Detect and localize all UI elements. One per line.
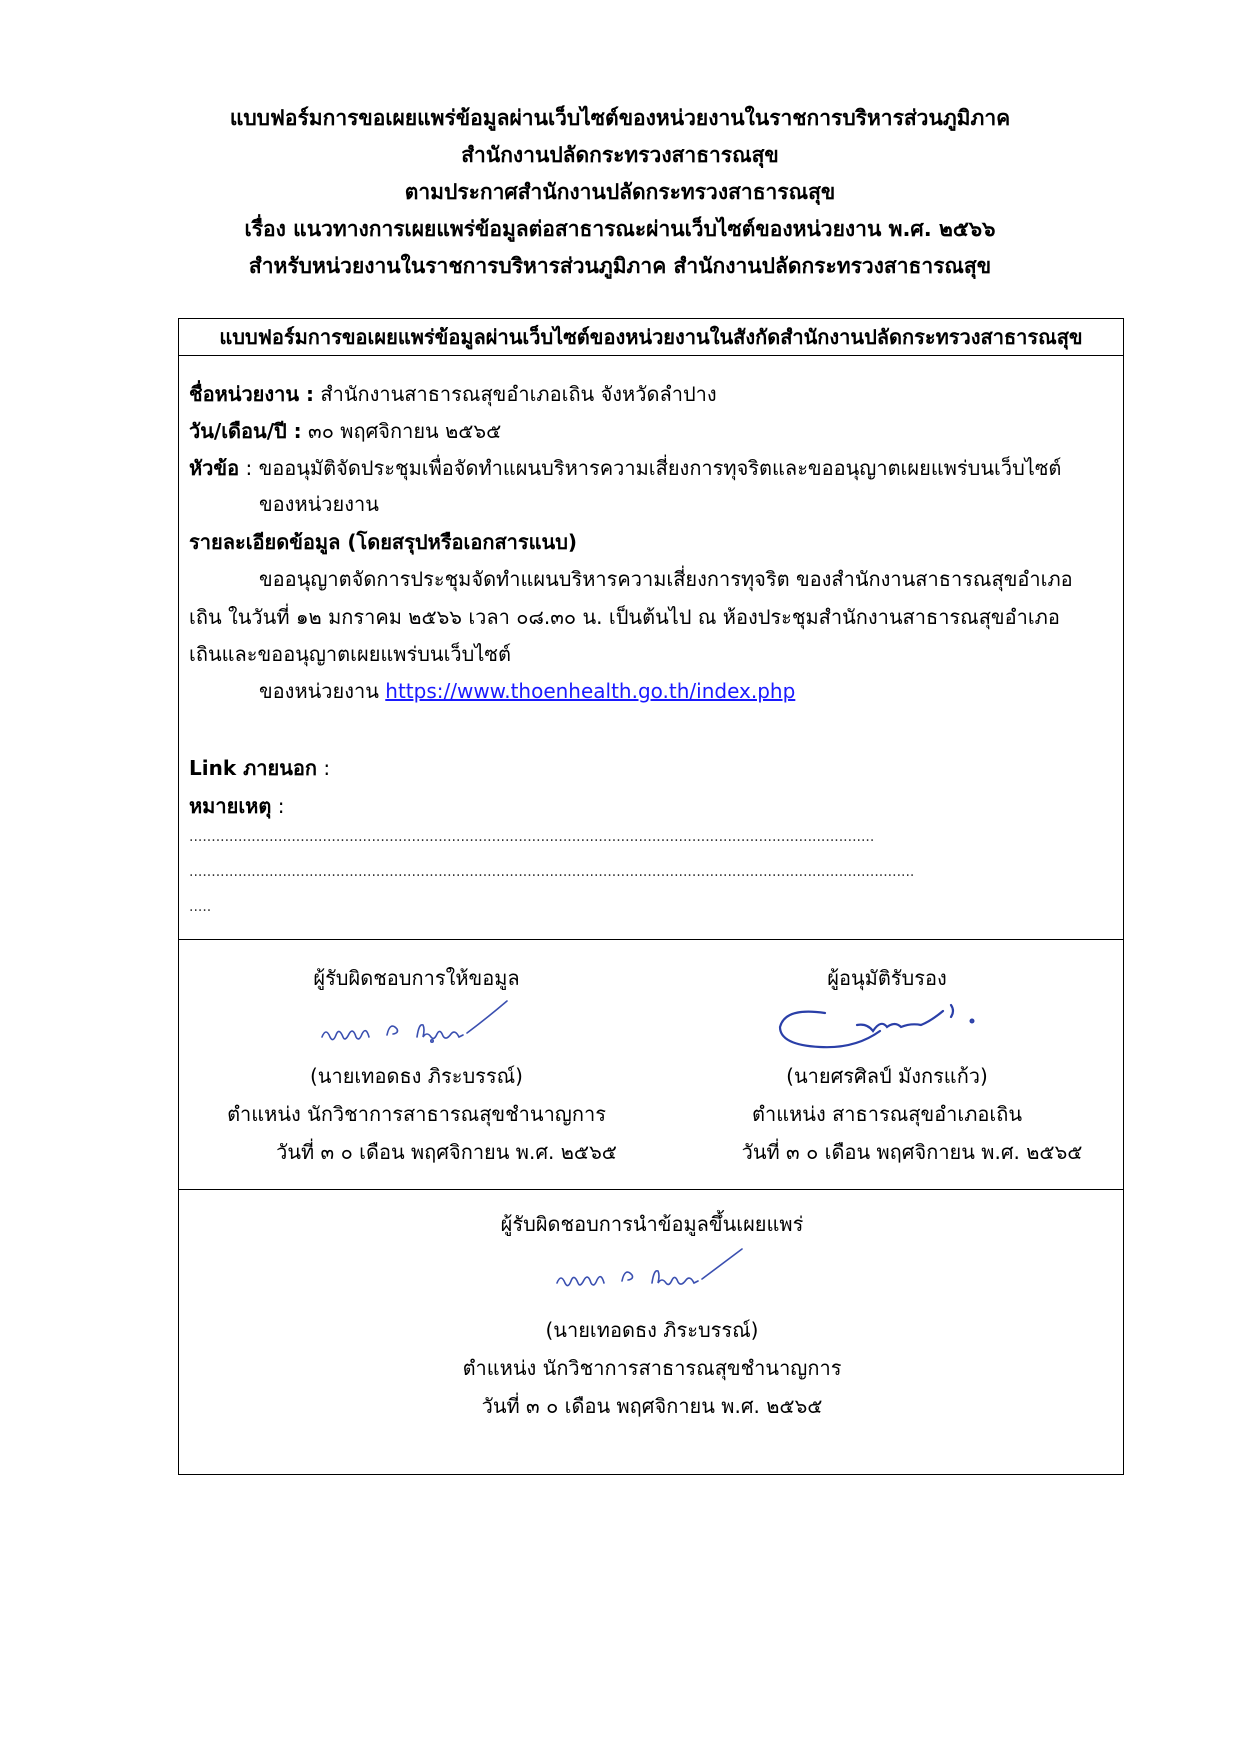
publisher-signature-block [179, 1205, 1125, 1425]
publisher-role: ผู้รับผิดชอบการนำข้อมูลขึ้นเผยแพร่ [500, 1212, 804, 1236]
publisher-name: (นายเทอดธง ภิระบรรณ์) [545, 1318, 759, 1342]
date-row [189, 416, 501, 446]
approver-role: ผู้อนุมัติรับรอง [827, 966, 947, 990]
remark-sep: : [277, 794, 285, 818]
details-line-4 [259, 676, 795, 706]
form-box [178, 318, 1124, 1475]
heading-line-2: สำนักงานปลัดกระทรวงสาธารณสุข [461, 143, 779, 167]
topic-value-cont: ของหน่วยงาน [259, 492, 379, 516]
approver-date: วันที่ ๓ ๐ เดือน พฤศจิกายน พ.ศ. ๒๕๖๕ [741, 1140, 1083, 1164]
provider-name: (นายเทอดธง ภิระบรรณ์) [310, 1064, 523, 1088]
approver-signature-block [649, 959, 1125, 1171]
approver-name: (นายศรศิลป์ มังกรแก้ว) [786, 1064, 988, 1088]
divider [179, 355, 1123, 356]
publisher-signature-image [542, 1243, 762, 1303]
remark-dots-3: ..... [189, 899, 212, 915]
external-link-row [189, 753, 330, 783]
heading-line-5: สำหรับหน่วยงานในราชการบริหารส่วนภูมิภาค สำนักงานปลัดกระทรวงสาธารณสุข [248, 254, 992, 278]
details-line-4-prefix: ของหน่วยงาน [259, 679, 379, 703]
provider-date: วันที่ ๓ ๐ เดือน พฤศจิกายน พ.ศ. ๒๕๖๕ [276, 1140, 617, 1164]
provider-position: ตำแหน่ง นักวิชาการสาธารณสุขชำนาญการ [227, 1102, 606, 1126]
agency-label: ชื่อหน่วยงาน : [189, 382, 315, 406]
external-link-label: Link ภายนอก [189, 756, 318, 780]
remark-label: หมายเหตุ [189, 794, 272, 818]
divider [179, 939, 1123, 940]
form-box-title: แบบฟอร์มการขอเผยแพร่ข้อมูลผ่านเว็บไซต์ของหน่วยงานในสังกัดสำนักงานปลัดกระทรวงสาธารณสุข [219, 325, 1083, 349]
approver-signature-image [767, 997, 1007, 1057]
remark-row [189, 791, 284, 821]
topic-row [189, 453, 1061, 483]
remark-dots-2: ................................................................................................................................................................... [189, 864, 915, 880]
remark-dots-1: .......................................................................................................................................................... [189, 829, 875, 845]
details-line-1: ขออนุญาตจัดการประชุมจัดทำแผนบริหารความเสี่ยงการทุจริต ของสำนักงานสาธารณสุขอำเภอ [259, 567, 1073, 591]
date-label: วัน/เดือน/ปี : [189, 419, 302, 443]
external-link-sep: : [323, 756, 331, 780]
date-value: ๓๐ พฤศจิกายน ๒๕๖๕ [308, 419, 502, 443]
publisher-position: ตำแหน่ง นักวิชาการสาธารณสุขชำนาญการ [462, 1356, 842, 1380]
topic-value: : ขออนุมัติจัดประชุมเพื่อจัดทำแผนบริหารความเสี่ยงการทุจริตและขออนุญาตเผยแพร่บนเว็บไซต์ [245, 456, 1062, 480]
heading-line-4: เรื่อง แนวทางการเผยแพร่ข้อมูลต่อสาธารณะผ่านเว็บไซต์ของหน่วยงาน พ.ศ. ๒๕๖๖ [244, 217, 996, 241]
document-heading [0, 100, 1240, 285]
heading-line-1: แบบฟอร์มการขอเผยแพร่ข้อมูลผ่านเว็บไซต์ของหน่วยงานในราชการบริหารส่วนภูมิภาค [229, 106, 1011, 130]
website-link[interactable]: https://www.thoenhealth.go.th/index.php [385, 679, 796, 703]
heading-line-3: ตามประกาศสำนักงานปลัดกระทรวงสาธารณสุข [404, 180, 836, 204]
details-heading [189, 527, 577, 557]
divider [179, 1189, 1123, 1190]
details-line-2: เถิน ในวันที่ ๑๒ มกราคม ๒๕๖๖ เวลา ๐๘.๓๐ น. เป็นต้นไป ณ ห้องประชุมสำนักงานสาธารณสุขอำเภอ [189, 605, 1060, 629]
agency-row [189, 379, 717, 409]
provider-signature-image [307, 997, 527, 1057]
topic-label: หัวข้อ [189, 456, 240, 480]
provider-signature-block [179, 959, 654, 1171]
agency-value: สำนักงานสาธารณสุขอำเภอเถิน จังหวัดลำปาง [320, 382, 717, 406]
approver-position: ตำแหน่ง สาธารณสุขอำเภอเถิน [751, 1102, 1023, 1126]
publisher-date: วันที่ ๓ ๐ เดือน พฤศจิกายน พ.ศ. ๒๕๖๕ [481, 1394, 823, 1418]
provider-role: ผู้รับผิดชอบการให้ขอมูล [313, 966, 520, 990]
details-label: รายละเอียดข้อมูล (โดยสรุปหรือเอกสารแนบ) [189, 530, 578, 554]
details-line-3: เถินและขออนุญาตเผยแพร่บนเว็บไซต์ [189, 642, 511, 666]
